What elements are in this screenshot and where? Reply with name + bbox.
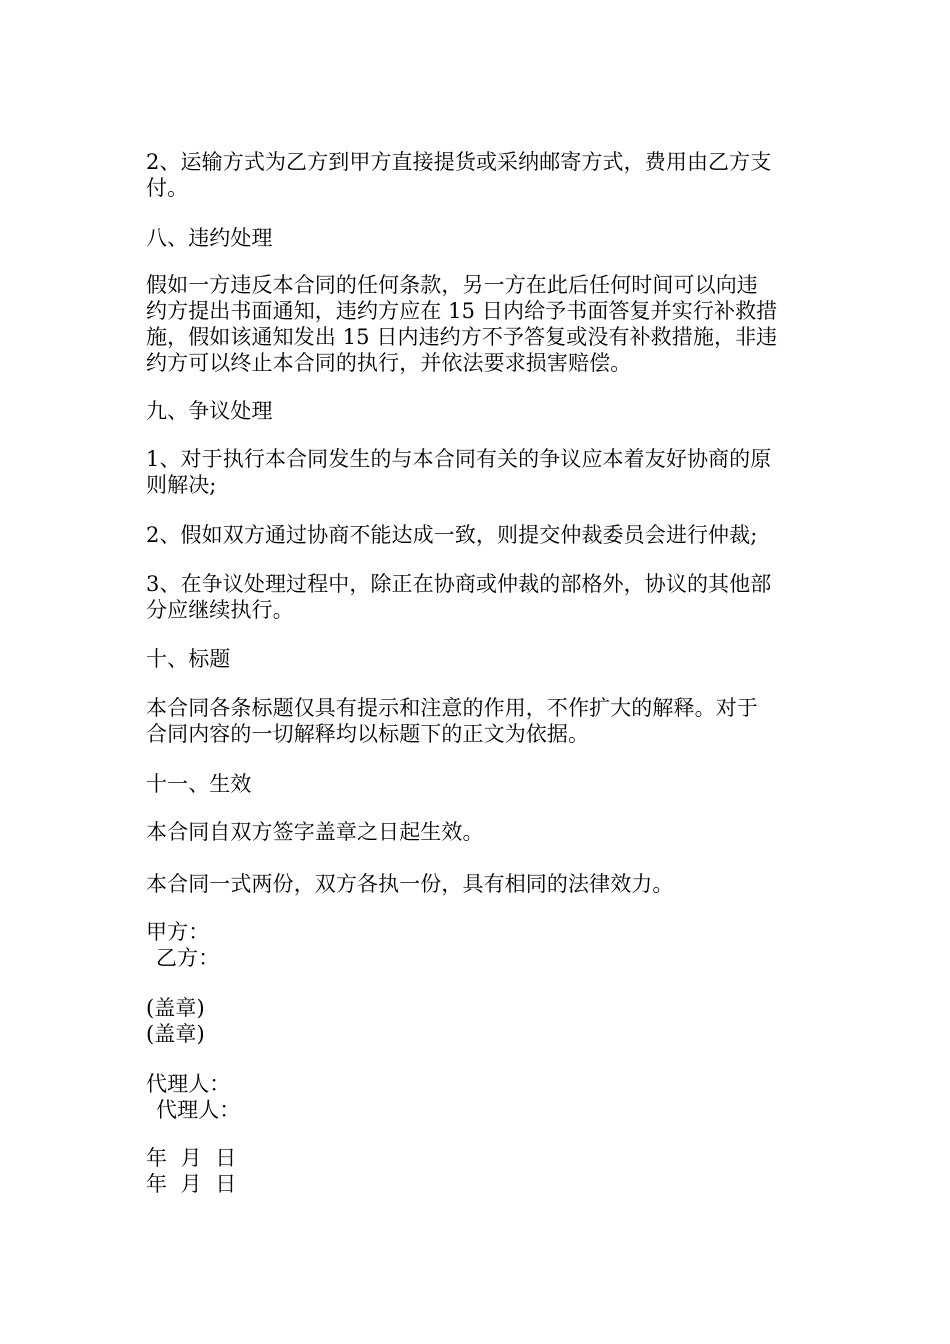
text-line: 合同内容的一切解释均以标题下的正文为依据。 [146,722,590,746]
section-heading: 八、违约处理 [146,226,273,250]
section-heading: 十、标题 [146,647,231,671]
paragraph-transport [146,149,810,201]
date-b-label: 年 月 日 [146,1172,237,1196]
heading-effect [146,771,810,797]
text-line: 约方可以终止本合同的执行，并依法要求损害赔偿。 [146,351,632,375]
text-line: 本合同自双方签字盖章之日起生效。 [146,820,484,844]
seal-a-label: (盖章) [146,996,205,1020]
paragraph-effect-2 [146,871,810,897]
heading-dispute [146,398,810,424]
paragraph-dispute-3 [146,571,810,623]
heading-titles [146,646,810,672]
seal-b-label: (盖章) [146,1022,205,1046]
agent-a-label: 代理人： [146,1072,231,1096]
paragraph-effect-1 [146,819,810,845]
text-line: 分应继续执行。 [146,598,294,622]
section-heading: 十一、生效 [146,772,252,796]
paragraph-titles [146,695,810,747]
signature-block-seal [146,995,810,1047]
text-line: 付。 [146,176,189,200]
signature-block-agent [146,1071,810,1123]
text-line: 本合同一式两份，双方各执一份，具有相同的法律效力。 [146,872,674,896]
text-line: 假如一方违反本合同的任何条款，另一方在此后任何时间可以向违 [146,273,758,297]
party-a-label: 甲方： [146,920,210,944]
text-line: 施，假如该通知发出 15 日内违约方不予答复或没有补救措施，非违 [146,325,778,349]
text-line: 2、运输方式为乙方到甲方直接提货或采纳邮寄方式，费用由乙方支 [146,150,772,174]
date-a-label: 年 月 日 [146,1146,237,1170]
text-line: 则解决; [146,473,217,497]
text-line: 本合同各条标题仅具有提示和注意的作用，不作扩大的解释。对于 [146,696,758,720]
paragraph-dispute-2 [146,522,810,548]
text-line: 3、在争议处理过程中，除正在协商或仲裁的部格外，协议的其他部 [146,572,772,596]
party-b-label: 乙方： [156,946,220,970]
agent-b-label: 代理人： [156,1098,241,1122]
section-heading: 九、争议处理 [146,399,273,423]
paragraph-breach [146,272,810,376]
paragraph-dispute-1 [146,446,810,498]
text-line: 2、假如双方通过协商不能达成一致，则提交仲裁委员会进行仲裁; [146,523,758,547]
text-line: 约方提出书面通知，违约方应在 15 日内给予书面答复并实行补救措 [146,299,778,323]
signature-block-party [146,919,810,971]
signature-block-date [146,1145,810,1197]
text-line: 1、对于执行本合同发生的与本合同有关的争议应本着友好协商的原 [146,447,772,471]
heading-breach [146,225,810,251]
